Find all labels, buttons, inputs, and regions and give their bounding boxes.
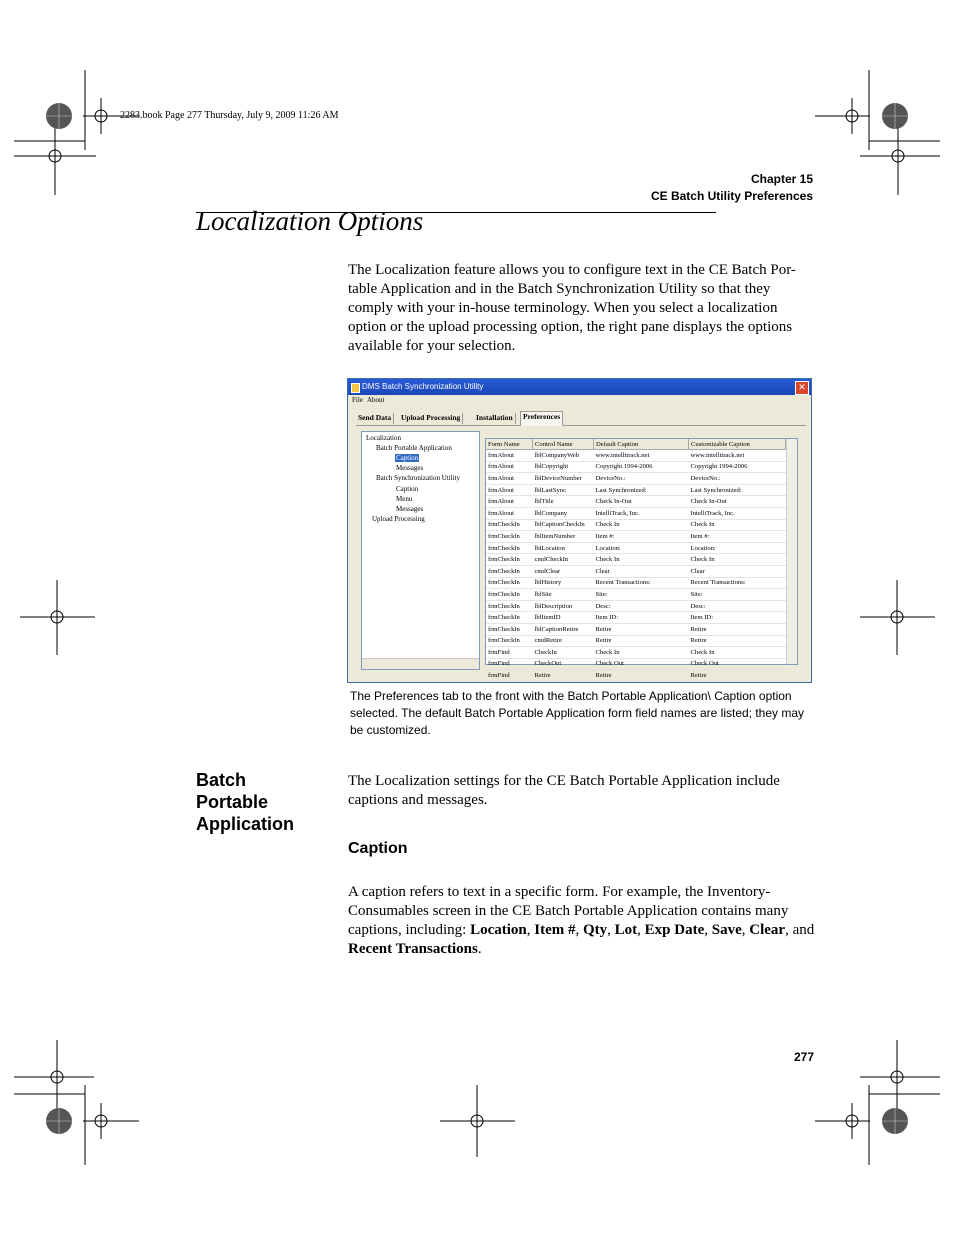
table-cell[interactable]: DeviceNo.:: [689, 473, 786, 485]
table-cell[interactable]: lblHistory: [533, 577, 594, 589]
column-header-form[interactable]: Form Name: [486, 439, 533, 450]
bold-term: Save: [711, 922, 742, 938]
bold-term: Location: [470, 922, 527, 938]
table-cell[interactable]: cmdClear: [533, 565, 594, 577]
bold-term: Item #: [534, 922, 576, 938]
chapter-header: [651, 171, 813, 205]
menu-file[interactable]: File: [352, 396, 363, 404]
table-cell[interactable]: frmCheckIn: [486, 554, 533, 566]
table-row[interactable]: [486, 670, 786, 682]
tree-hscrollbar[interactable]: [362, 658, 479, 669]
table-cell[interactable]: CheckOut: [533, 658, 594, 670]
table-cell[interactable]: frmFind: [486, 658, 533, 670]
table-cell[interactable]: lblCompanyWeb: [533, 450, 594, 462]
table-row[interactable]: [486, 473, 786, 485]
subsection-heading: Caption: [348, 840, 408, 857]
table-cell[interactable]: Copyright 1994-2006: [689, 461, 786, 473]
table-cell[interactable]: Desc:: [689, 600, 786, 612]
table-row[interactable]: [486, 600, 786, 612]
table-cell[interactable]: Check In: [689, 554, 786, 566]
table-row[interactable]: [486, 461, 786, 473]
table-cell[interactable]: DeviceNo.:: [594, 473, 689, 485]
table-cell[interactable]: lblTitle: [533, 496, 594, 508]
tree-item-sync-menu[interactable]: Menu: [396, 495, 413, 503]
bold-term: Clear: [749, 922, 786, 938]
table-row[interactable]: [486, 565, 786, 577]
table-cell[interactable]: lblDeviceNumber: [533, 473, 594, 485]
table-cell[interactable]: Check In: [594, 554, 689, 566]
figure-caption: The Preferences tab to the front with the Batch Portable Application\ Caption option selected. The default Batch Portable Application form field names are listed; they may be customized.: [350, 689, 805, 737]
table-cell[interactable]: frmAbout: [486, 496, 533, 508]
close-icon[interactable]: ✕: [795, 381, 809, 395]
table-row[interactable]: [486, 531, 786, 543]
tab-installation[interactable]: Installation: [474, 413, 516, 424]
table-cell[interactable]: www.intellitrack.net: [689, 450, 786, 462]
bold-term: Recent Transactions: [348, 941, 478, 957]
table-row[interactable]: [486, 484, 786, 496]
chapter-title: CE Batch Utility Preferences: [650, 189, 813, 203]
bold-term: Lot: [614, 922, 638, 938]
table-cell[interactable]: frmCheckIn: [486, 542, 533, 554]
table-cell[interactable]: Retire: [594, 623, 689, 635]
table-cell[interactable]: frmCheckIn: [486, 589, 533, 601]
table-cell[interactable]: frmFind: [486, 647, 533, 659]
table-cell[interactable]: Check In-Out: [594, 496, 689, 508]
table-cell[interactable]: frmCheckIn: [486, 635, 533, 647]
column-header-default[interactable]: Default Caption: [594, 439, 689, 450]
table-cell[interactable]: frmAbout: [486, 484, 533, 496]
window-title: DMS Batch Synchronization Utility: [362, 382, 484, 391]
table-cell[interactable]: frmCheckIn: [486, 565, 533, 577]
column-header-custom[interactable]: Customizable Caption: [689, 439, 786, 450]
table-cell[interactable]: lblLocation: [533, 542, 594, 554]
tab-upload-processing[interactable]: Upload Processing: [399, 413, 463, 424]
table-row[interactable]: [486, 589, 786, 601]
table-header-row: [486, 439, 786, 450]
menu-about[interactable]: About: [367, 396, 385, 404]
table-cell[interactable]: Last Synchronized:: [594, 484, 689, 496]
table-cell[interactable]: lblCaptionRetire: [533, 623, 594, 635]
table-cell[interactable]: Check In: [594, 519, 689, 531]
bold-term: Exp Date: [644, 922, 705, 938]
table-cell[interactable]: frmCheckIn: [486, 519, 533, 531]
table-cell[interactable]: Retire: [689, 670, 786, 682]
table-row[interactable]: [486, 658, 786, 670]
table-cell[interactable]: lblLastSync: [533, 484, 594, 496]
table-cell[interactable]: lblCaptionCheckIn: [533, 519, 594, 531]
window-titlebar: [348, 379, 811, 395]
table-cell[interactable]: Retire: [594, 635, 689, 647]
table-cell[interactable]: frmAbout: [486, 473, 533, 485]
table-cell[interactable]: www.intellitrack.net: [594, 450, 689, 462]
table-cell[interactable]: cmdRetire: [533, 635, 594, 647]
table-cell[interactable]: Site:: [689, 589, 786, 601]
table-cell[interactable]: Check Out: [689, 658, 786, 670]
table-cell[interactable]: Item ID:: [689, 612, 786, 624]
section-paragraph: The Localization settings for the CE Batch Portable Application include captions and messages.: [348, 773, 780, 808]
table-cell[interactable]: Desc:: [594, 600, 689, 612]
app-screenshot: [347, 378, 812, 683]
table-cell[interactable]: lblCompany: [533, 507, 594, 519]
table-row[interactable]: [486, 496, 786, 508]
table-cell[interactable]: Recent Transactions:: [689, 577, 786, 589]
chapter-label: Chapter 15: [750, 172, 813, 186]
tree-item-upload-processing[interactable]: Upload Processing: [372, 515, 425, 523]
menu-bar: [348, 395, 811, 406]
page-title: Localization Options: [196, 206, 424, 236]
table-row[interactable]: [486, 612, 786, 624]
table-cell[interactable]: Check In: [689, 647, 786, 659]
table-cell[interactable]: frmCheckIn: [486, 531, 533, 543]
table-row[interactable]: [486, 623, 786, 635]
tree-item-localization[interactable]: Localization: [366, 434, 401, 442]
table-cell[interactable]: frmFind: [486, 670, 533, 682]
table-cell[interactable]: CheckIn: [533, 647, 594, 659]
table-cell[interactable]: frmCheckIn: [486, 600, 533, 612]
table-cell[interactable]: Clear: [689, 565, 786, 577]
table-cell[interactable]: Check Out: [594, 658, 689, 670]
table-cell[interactable]: Item #:: [689, 531, 786, 543]
column-header-control[interactable]: Control Name: [533, 439, 594, 450]
section-heading: [196, 769, 294, 835]
caption-grid: [485, 438, 798, 680]
tree-item-messages[interactable]: Messages: [396, 464, 424, 472]
table-cell[interactable]: frmAbout: [486, 461, 533, 473]
table-cell[interactable]: lblDescription: [533, 600, 594, 612]
table-row[interactable]: [486, 542, 786, 554]
caption-table: [486, 439, 786, 682]
table-cell[interactable]: Recent Transactions:: [594, 577, 689, 589]
table-cell[interactable]: IntelliTrack, Inc.: [689, 507, 786, 519]
table-cell[interactable]: cmdCheckIn: [533, 554, 594, 566]
tree-item-sync-caption[interactable]: Caption: [396, 485, 419, 493]
table-body: [486, 450, 786, 682]
table-cell[interactable]: lblSite: [533, 589, 594, 601]
tab-send-data[interactable]: Send Data: [356, 413, 394, 424]
table-cell[interactable]: frmCheckIn: [486, 577, 533, 589]
table-cell[interactable]: frmCheckIn: [486, 623, 533, 635]
table-row[interactable]: [486, 635, 786, 647]
table-row[interactable]: [486, 577, 786, 589]
table-cell[interactable]: Copyright 1994-2006: [594, 461, 689, 473]
options-tree: [361, 431, 480, 670]
table-cell[interactable]: Item ID:: [594, 612, 689, 624]
table-cell[interactable]: IntelliTrack, Inc.: [594, 507, 689, 519]
section-heading-line: Portable: [196, 792, 269, 812]
table-cell[interactable]: Location:: [594, 542, 689, 554]
book-info-line: 2283.book Page 277 Thursday, July 9, 2009 11:26 AM: [120, 110, 339, 121]
table-cell[interactable]: Retire: [533, 670, 594, 682]
table-row[interactable]: [486, 450, 786, 462]
table-cell[interactable]: Check In: [594, 647, 689, 659]
table-cell[interactable]: frmAbout: [486, 507, 533, 519]
intro-paragraph: The Localization feature allows you to configure text in the CE Batch Por- table Application and in the Batch Synchronization Utility so that they comply with your in-house terminology. When you select a localization option or the upload processing option, the right pane displays the options available for your selection.: [348, 262, 796, 354]
grid-vscrollbar[interactable]: [786, 439, 797, 664]
tree-item-batch-sync[interactable]: Batch Synchronization Utility: [376, 474, 460, 482]
table-cell[interactable]: frmCheckIn: [486, 612, 533, 624]
tree-item-caption-selected[interactable]: Caption: [396, 454, 419, 462]
section-heading-line: Application: [196, 814, 294, 834]
table-cell[interactable]: frmAbout: [486, 450, 533, 462]
table-cell[interactable]: Item #:: [594, 531, 689, 543]
table-row[interactable]: [486, 647, 786, 659]
app-icon: [351, 383, 360, 393]
table-row[interactable]: [486, 554, 786, 566]
tab-preferences[interactable]: Preferences: [520, 411, 563, 426]
page-number: 277: [793, 1050, 814, 1064]
table-cell[interactable]: Retire: [594, 670, 689, 682]
table-cell[interactable]: lblCopyright: [533, 461, 594, 473]
table-cell[interactable]: lblItemID: [533, 612, 594, 624]
table-cell[interactable]: Last Synchronized:: [689, 484, 786, 496]
table-row[interactable]: [486, 519, 786, 531]
tab-strip: [356, 411, 806, 426]
caption-paragraph: A caption refers to text in a specific form. For example, the Inventory-Consumables screen in the CE Batch Portable Application contains many captions, including: Location, Item #, Qty, Lot, Exp Date, Save, Clear, and Recent Transactions.: [348, 884, 815, 957]
table-cell[interactable]: Clear: [594, 565, 689, 577]
table-row[interactable]: [486, 507, 786, 519]
table-cell[interactable]: Check In-Out: [689, 496, 786, 508]
section-heading-line: Batch: [196, 770, 247, 790]
tree-item-batch-portable[interactable]: Batch Portable Application: [376, 444, 452, 452]
tree-item-sync-messages[interactable]: Messages: [396, 505, 424, 513]
table-cell[interactable]: Check In: [689, 519, 786, 531]
bold-term: Qty: [583, 922, 608, 938]
table-cell[interactable]: Retire: [689, 635, 786, 647]
table-cell[interactable]: lblItemNumber: [533, 531, 594, 543]
table-cell[interactable]: Location:: [689, 542, 786, 554]
table-cell[interactable]: Retire: [689, 623, 786, 635]
table-cell[interactable]: Site:: [594, 589, 689, 601]
